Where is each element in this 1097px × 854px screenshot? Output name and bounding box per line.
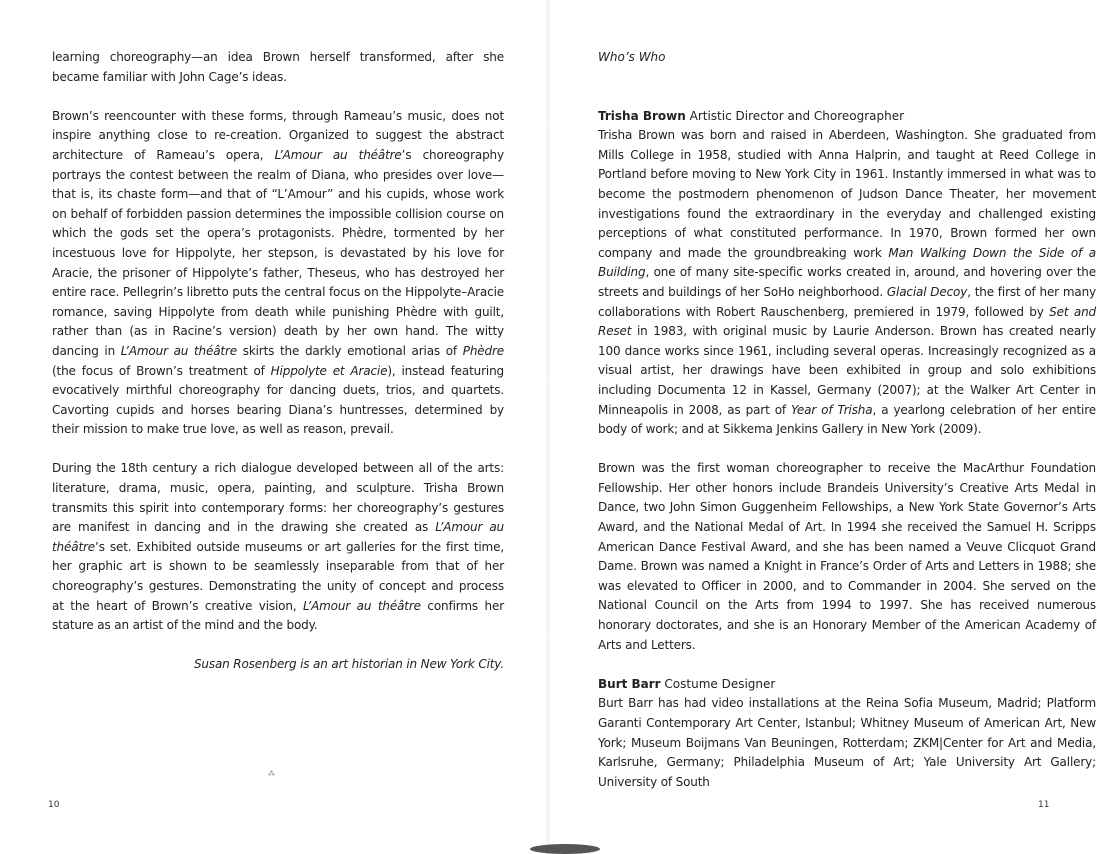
italic-title: L’Amour au théâtre xyxy=(274,147,402,162)
paragraph: learning choreography—an idea Brown herself transformed, after she became familiar with John Cage’s ideas. xyxy=(52,50,504,84)
italic-title: Glacial Decoy xyxy=(886,284,968,299)
spacer xyxy=(598,68,1096,107)
right-page xyxy=(548,0,1097,850)
page-number-left: 10 xyxy=(48,800,60,810)
paragraph: Trisha Brown was born and raised in Aberdeen, Washington. She graduated from Mills College in 1958, studied with Anna Halprin, and taught at Reed College in Portland before moving to New York City in 1961. Instantly immersed in what was to become the postmodern phenomenon of Judson Dance Theater, her movement investigations found the extraordinary in the everyday and challenged existing perceptions of what constituted performance. In 1970, Brown formed her own company and made the groundbreaking work Man Walking Down the Side of a Building, one of many site-specific works created in, around, and hovering over the streets and buildings of her SoHo neighborhood. Glacial Decoy, the first of her many collaborations with Robert Rauschenberg, premiered in 1979, followed by Set and Reset in 1983, with original music by Laurie Anderson. Brown has created nearly 100 dance works since 1961, including several operas. Increasingly recognized as a visual artist, her drawings have been exhibited in group and solo exhibitions including Documenta 12 in Kassel, Germany (2007); at the Walker Art Center in Minneapolis in 2008, as part of Year of Trisha, a yearlong celebration of her entire body of work; and at Sikkema Jenkins Gallery in New York (2009). xyxy=(598,128,1096,437)
left-page xyxy=(0,0,548,850)
italic-title: L’Amour au théâtre xyxy=(120,343,237,358)
page-number-right: 11 xyxy=(1038,800,1050,810)
entry-name: Trisha Brown xyxy=(598,108,686,123)
entry-name: Burt Barr xyxy=(598,676,661,691)
right-text-column xyxy=(598,48,1096,792)
italic-title: L’Amour au théâtre xyxy=(52,520,505,554)
italic-title: Phèdre xyxy=(462,343,504,358)
italic-title: Set and Reset xyxy=(598,304,1096,339)
italic-title: Man Walking Down the Side of a Building xyxy=(598,245,1096,280)
paragraph: Brown was the first woman choreographer to receive the MacArthur Foundation Fellowship. Her other honors include Brandeis University’s Creative Arts Medal in Dance, two John Simon Guggenheim Fellowships, a New York State Governor’s Arts Award, and the National Medal of Art. In 1994 she received the Samuel H. Scripps American Dance Festival Award, and she has been named a Veuve Clicquot Grand Dame. Brown was named a Knight in France’s Order of Arts and Letters in 1988; she was elevated to Officer in 2000, and to Commander in 2004. She served on the National Council on the Arts from 1994 to 1997. She has received numerous honorary doctorates, and she is an Honorary Member of the American Academy of Arts and Letters. xyxy=(598,461,1096,652)
author-signature: Susan Rosenberg is an art historian in New York City. xyxy=(193,657,504,672)
italic-title: Hippolyte et Aracie xyxy=(270,363,388,378)
entry-heading xyxy=(598,107,1096,127)
running-head: Who’s Who xyxy=(598,50,666,64)
scan-speck: ⁂ xyxy=(268,770,275,778)
paragraph: Burt Barr has had video installations at the Reina Sofia Museum, Madrid; Platform Garanti Contemporary Art Center, Istanbul; Whitney Museum of American Art, New York; Museum Boijmans Van Beuningen, Rotterdam; ZKM|Center for Art and Media, Karlsruhe, Germany; Philadelphia Museum of Art; Yale University Art Gallery; University of South xyxy=(598,696,1096,789)
entry-role: Costume Designer xyxy=(660,676,776,691)
italic-title: L’Amour au théâtre xyxy=(303,598,421,613)
paragraph: During the 18th century a rich dialogue developed between all of the arts: literature, drama, music, opera, painting, and sculpture. Trisha Brown transmits this spirit into contemporary forms: her choreography’s gestures are manifest in dancing and in the drawing she created as L’Amour au théâtre’s set. Exhibited outside museums or art galleries for the first time, her graphic art is shown to be seamlessly inseparable from that of her choreography’s gestures. Demonstrating the unity of concept and process at the heart of Brown’s creative vision, L’Amour au théâtre confirms her stature as an artist of the mind and the body. xyxy=(52,461,505,633)
left-paragraphs xyxy=(52,48,504,636)
who-entries xyxy=(598,107,1096,793)
italic-title: Year of Trisha xyxy=(791,402,873,417)
who-entry xyxy=(598,675,1096,793)
spine-shadow xyxy=(530,844,600,854)
left-text-column xyxy=(52,48,504,675)
who-entry xyxy=(598,107,1096,656)
entry-heading xyxy=(598,675,1096,695)
entry-role: Artistic Director and Choreographer xyxy=(685,108,905,123)
paragraph: Brown’s reencounter with these forms, through Rameau’s music, does not inspire anything close to re-creation. Organized to suggest the abstract architecture of Rameau’s opera, L’Amour au théâtre’s choreography portrays the contest between the realm of Diana, who presides over love—that is, its chaste form—and that of “L’Amour” and his cupids, whose work on behalf of forbidden passion determines the impossible collision course on which the gods set the opera’s protagonists. Phèdre, tormented by her incestuous love for Hippolyte, her stepson, is devastated by his love for Aracie, the prisoner of Hippolyte’s father, Theseus, who has destroyed her entire race. Pellegrin’s libretto puts the central focus on the Hippolyte–Aracie romance, saving Hippolyte from death while punishing Phèdre with guilt, rather than (as in Racine’s version) death by her own hand. The witty dancing in L’Amour au théâtre skirts the darkly emotional arias of Phèdre (the focus of Brown’s treatment of Hippolyte et Aracie), instead featuring evocatively mirthful choreography for dancing duets, trios, and quartets. Cavorting cupids and horses bearing Diana’s huntresses, determined by their mission to make true love, as well as reason, prevail. xyxy=(52,108,505,437)
